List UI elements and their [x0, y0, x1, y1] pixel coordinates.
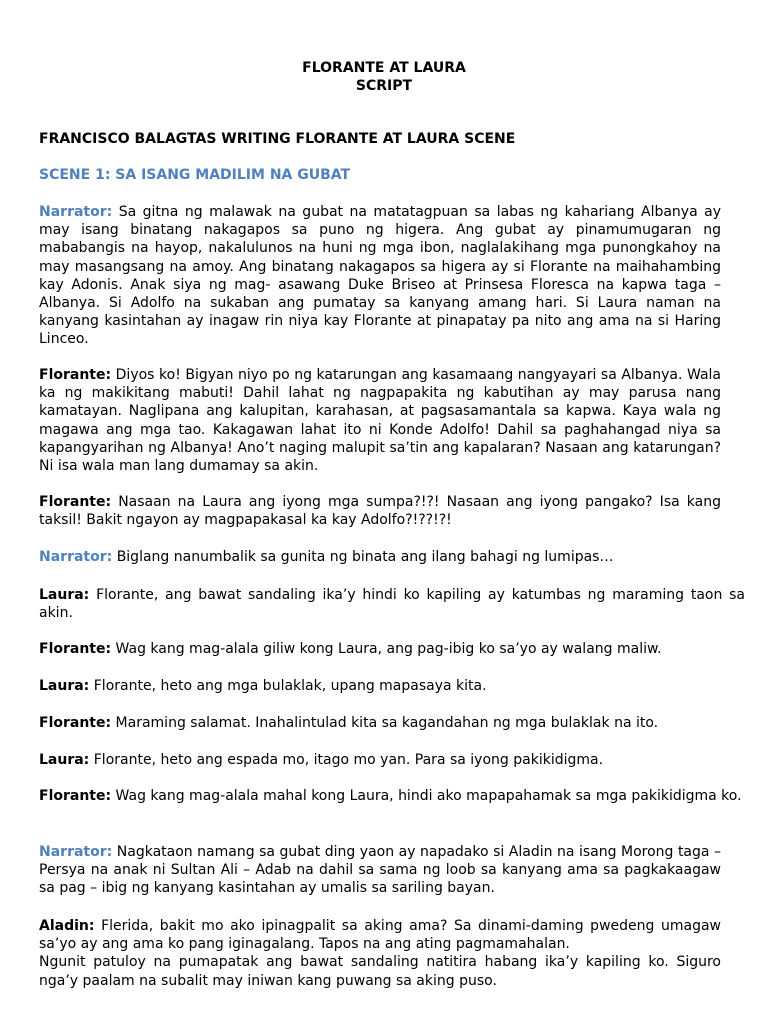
dialogue-text: Nasaan na Laura ang iyong mga sumpa?!?! Nasaan ang iyong pangako? Isa kang taksil! Bakit ngayon ay magpapakasal ka kay Adolfo?!??!?! — [39, 494, 721, 529]
dialogue-paragraph — [39, 787, 745, 805]
dialogue-text: Wag kang mag-alala giliw kong Laura, ang pag-ibig ko sa’yo ay walang maliw. — [115, 641, 662, 657]
dialogue-paragraph — [39, 917, 721, 990]
dialogue-paragraph — [39, 751, 745, 769]
dialogue-text: Sa gitna ng malawak na gubat na matatagpuan sa labas ng kahariang Albanya ay may isang binatang nakagapos sa puno ng higera. Ang gubat ay pinamumugaran ng mababangis na hayop, nakalulunos na huni ng mga ibon, naglalakihang mga punongkahoy na may masangsang na amoy. Ang binatang nakagapos sa higera ay si Florante na maihahambing kay Adonis. Anak siya ng mag- asawang Duke Briseo at Prinsesa Floresca na kapwa taga – Albanya. Si Adolfo na sukaban ang pumatay sa kanyang amang hari. Si Laura naman na kanyang kasintahan ay inagaw rin niya kay Florante at pinapatay pa nito ang ama na si Haring Linceo. — [39, 204, 721, 348]
speaker-label: Florante: — [39, 494, 112, 510]
dialogue-text: Flerida, bakit mo ako ipinagpalit sa aking ama? Sa dinami-daming pwedeng umagaw sa’yo ay ang ama ko pang iginagalang. Tapos na ang ating pagmamahalan. — [39, 918, 721, 953]
dialogue-text: Wag kang mag-alala mahal kong Laura, hindi ako mapapahamak sa mga pakikidigma ko. — [115, 788, 742, 804]
speaker-label: Florante: — [39, 367, 112, 383]
narrator-paragraph — [39, 843, 721, 898]
narrator-paragraph — [39, 203, 721, 349]
document-title: FLORANTE AT LAURA — [302, 60, 466, 76]
dialogue-text: Florante, heto ang espada mo, itago mo yan. Para sa iyong pakikidigma. — [93, 752, 604, 768]
dialogue-text: Diyos ko! Bigyan niyo po ng katarungan ang kasamaang nangyayari sa Albanya. Wala ka ng makikitang mabuti! Dahil lahat ng nagpapakita ng kabutihan ay may parusa nang kamatayan. Naglipana ang kalupitan, karahasan, at pagsasamantala sa kapwa. Kaya wala ng magawa ang mga tao. Kakagawan lahat ito ni Konde Adolfo! Dahil sa paghahangad niya sa kapangyarihan ng Albanya! Ano’t naging malupit sa’tin ang kapalaran? Nasaan ang katarungan? Ni isa wala man lang dumamay sa akin. — [39, 367, 722, 475]
speaker-label: Narrator: — [39, 844, 113, 860]
dialogue-text: Maraming salamat. Inahalintulad kita sa kagandahan ng mga bulaklak na ito. — [115, 715, 659, 731]
speaker-label: Florante: — [39, 715, 112, 731]
document-title-line2: SCRIPT — [355, 78, 413, 94]
dialogue-text: Nagkataon namang sa gubat ding yaon ay napadako si Aladin na isang Morong taga – Persya na anak ni Sultan Ali – Adab na dahil sa sama ng loob sa kanyang ama sa pagkakaagaw sa pag – ibig ng kanyang kasintahan ay umalis sa sariling bayan. — [39, 844, 721, 897]
dialogue-paragraph — [39, 493, 721, 529]
dialogue-paragraph — [39, 640, 745, 658]
speaker-label: Aladin: — [39, 918, 95, 934]
speaker-label: Laura: — [39, 587, 90, 603]
dialogue-paragraph — [39, 714, 745, 732]
dialogue-text: Biglang nanumbalik sa gunita ng binata ang ilang bahagi ng lumipas… — [116, 549, 614, 565]
speaker-label: Narrator: — [39, 549, 113, 565]
narrator-paragraph — [39, 548, 721, 566]
dialogue-continuation: Ngunit patuloy na pumapatak ang bawat sandaling natitira habang ika’y kapiling ko. Siguro nga’y paalam na subalit may iniwan kang puwang sa aking puso. — [39, 954, 721, 989]
dialogue-paragraph — [39, 366, 721, 475]
speaker-label: Florante: — [39, 788, 112, 804]
speaker-label: Laura: — [39, 752, 90, 768]
dialogue-text: Florante, heto ang mga bulaklak, upang mapasaya kita. — [93, 678, 487, 694]
dialogue-paragraph — [39, 677, 745, 695]
speaker-label: Laura: — [39, 678, 90, 694]
dialogue-paragraph — [39, 586, 745, 622]
dialogue-text: Florante, ang bawat sandaling ika’y hindi ko kapiling ay katumbas ng maraming taon sa akin. — [39, 587, 745, 622]
document-subtitle: FRANCISCO BALAGTAS WRITING FLORANTE AT LAURA SCENE — [39, 131, 516, 147]
scene-heading: SCENE 1: SA ISANG MADILIM NA GUBAT — [39, 167, 351, 183]
speaker-label: Florante: — [39, 641, 112, 657]
speaker-label: Narrator: — [39, 204, 113, 220]
